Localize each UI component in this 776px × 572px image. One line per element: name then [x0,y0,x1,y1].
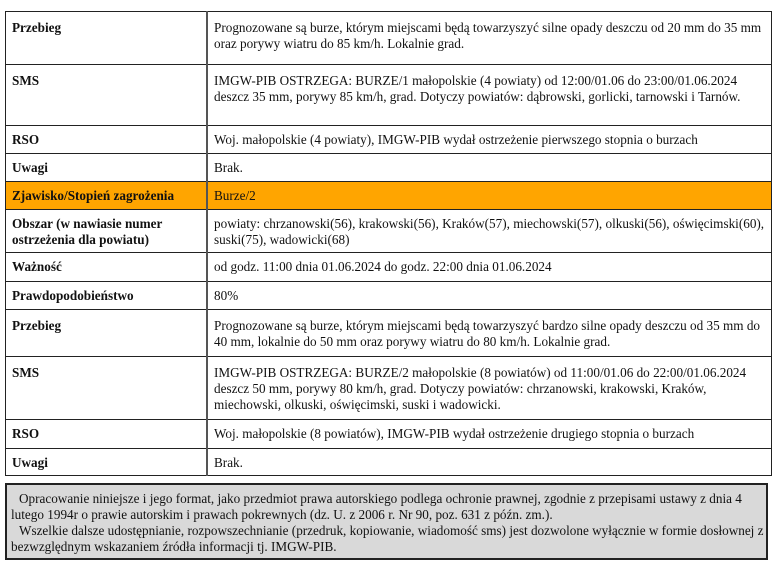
row-label: Przebieg [6,310,208,357]
copyright-paragraph: Opracowanie niniejsze i jego format, jako przedmiot prawa autorskiego podlega ochronie prawnej, zgodnie z przepisami ustawy z dnia 4 lutego 1994r o prawie autorskim i prawach pokrewnych (dz. U. z 2006 r. Nr 90, poz. 631 z późn. zm.). [11,491,742,522]
warning-table-container [5,11,772,476]
row-label: RSO [6,126,208,154]
row-label: Uwagi [6,154,208,182]
row-value: Woj. małopolskie (8 powiatów), IMGW-PIB wydał ostrzeżenie drugiego stopnia o burzach [207,420,772,449]
row-value: IMGW-PIB OSTRZEGA: BURZE/2 małopolskie (8 powiatów) od 11:00/01.06 do 22:00/01.06.2024 deszcz 50 mm, porywy 80 km/h, grad. Dotyczy powiatów: chrzanowski, krakowski, Kraków, miechowski, olkuski, oświęcimski, suski i wadowicki. [207,357,772,420]
row-value: Brak. [207,154,772,182]
warning-table [5,11,772,476]
table-row [6,12,772,65]
row-label: Prawdopodobieństwo [6,282,208,310]
table-row [6,310,772,357]
row-value: Woj. małopolskie (4 powiaty), IMGW-PIB wydał ostrzeżenie pierwszego stopnia o burzach [207,126,772,154]
row-value: Brak. [207,449,772,476]
row-label: Zjawisko/Stopień zagrożenia [6,182,208,210]
row-label: SMS [6,65,208,126]
row-label: Uwagi [6,449,208,476]
table-row [6,449,772,476]
table-row [6,154,772,182]
table-row-highlight [6,182,772,210]
copyright-notice [5,483,768,560]
table-row [6,65,772,126]
row-label: Przebieg [6,12,208,65]
table-row [6,420,772,449]
row-label: SMS [6,357,208,420]
row-label: RSO [6,420,208,449]
table-row [6,210,772,253]
row-value: od godz. 11:00 dnia 01.06.2024 do godz. 22:00 dnia 01.06.2024 [207,253,772,282]
row-label: Ważność [6,253,208,282]
row-label: Obszar (w nawiasie numer ostrzeżenia dla powiatu) [6,210,208,253]
row-value: Burze/2 [207,182,772,210]
table-row [6,126,772,154]
row-value: Prognozowane są burze, którym miejscami będą towarzyszyć silne opady deszczu od 20 mm do 35 mm oraz porywy wiatru do 85 km/h. Lokalnie grad. [207,12,772,65]
table-row [6,253,772,282]
row-value: powiaty: chrzanowski(56), krakowski(56), Kraków(57), miechowski(57), olkuski(56), oświęcimski(60), suski(75), wadowicki(68) [207,210,772,253]
row-value: IMGW-PIB OSTRZEGA: BURZE/1 małopolskie (4 powiaty) od 12:00/01.06 do 23:00/01.06.2024 deszcz 35 mm, porywy 85 km/h, grad. Dotyczy powiatów: dąbrowski, gorlicki, tarnowski i Tarnów. [207,65,772,126]
row-value: Prognozowane są burze, którym miejscami będą towarzyszyć bardzo silne opady deszczu od 35 mm do 40 mm, lokalnie do 50 mm oraz porywy wiatru do 80 km/h. Lokalnie grad. [207,310,772,357]
row-value: 80% [207,282,772,310]
distribution-paragraph: Wszelkie dalsze udostępnianie, rozpowszechnianie (przedruk, kopiowanie, wiadomość sms) jest dozwolone wyłącznie w formie dosłownej z bezwzględnym wskazaniem źródła informacji tj. IMGW-PIB. [11,523,764,554]
table-row [6,282,772,310]
table-row [6,357,772,420]
